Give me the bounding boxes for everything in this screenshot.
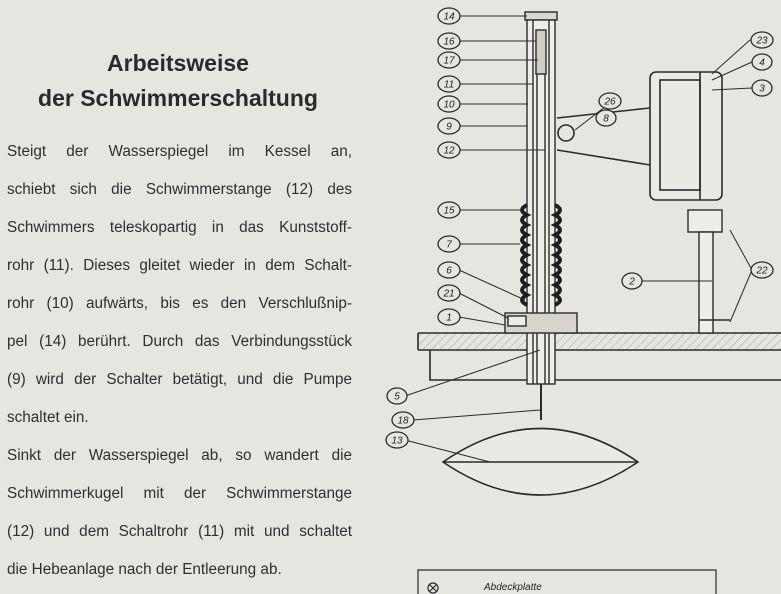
callout-5: 5 <box>394 391 400 403</box>
flange <box>505 313 577 333</box>
callout-15: 15 <box>443 205 455 217</box>
text-line: die Hebeanlage nach der Entleerung ab. <box>7 561 282 578</box>
switch-housing <box>557 72 722 200</box>
heading-line-2: der Schwimmerschaltung <box>38 85 318 111</box>
callout-7: 7 <box>446 239 452 251</box>
callout-10: 10 <box>443 99 455 111</box>
switch-tube <box>525 12 557 420</box>
callout-3: 3 <box>759 83 765 95</box>
text-line: Steigt der Wasserspiegel im Kessel an, <box>7 143 352 160</box>
callouts-left <box>386 8 460 448</box>
description-text <box>7 133 352 589</box>
heading-line-1: Arbeitsweise <box>107 50 249 76</box>
callout-14: 14 <box>443 11 455 23</box>
callout-16: 16 <box>443 36 455 48</box>
callout-8: 8 <box>603 113 609 125</box>
text-line: (12) und dem Schaltrohr (11) mit und schaltet <box>7 523 352 540</box>
callout-22: 22 <box>756 265 768 277</box>
page-heading <box>0 46 356 116</box>
text-line: Schwimmers teleskopartig in das Kunststoff- <box>7 219 352 236</box>
text-line: Sinkt der Wasserspiegel ab, so wandert die <box>7 447 352 464</box>
text-line: rohr (11). Dieses gleitet wieder in dem Schalt- <box>7 257 352 274</box>
callout-12: 12 <box>443 145 455 157</box>
text-line: Schwimmerkugel mit der Schwimmerstange <box>7 485 352 502</box>
callout-18: 18 <box>397 415 409 427</box>
text-line: (9) wird der Schalter betätigt, und die Pumpe <box>7 371 352 388</box>
inset-caption: Abdeckplatte <box>484 582 542 593</box>
callout-1: 1 <box>446 312 452 324</box>
callout-17: 17 <box>443 55 455 67</box>
float-switch-diagram <box>380 0 781 594</box>
callout-23: 23 <box>756 35 768 47</box>
inset-box <box>418 570 716 594</box>
callout-11: 11 <box>443 79 455 91</box>
callout-4: 4 <box>759 57 765 69</box>
text-line: schiebt sich die Schwimmerstange (12) des <box>7 181 352 198</box>
text-line: rohr (10) aufwärts, bis es den Verschlußnip- <box>7 295 352 312</box>
support-rod <box>688 210 730 333</box>
text-line: schaltet ein. <box>7 409 89 426</box>
callout-6: 6 <box>446 265 452 277</box>
text-line: pel (14) berührt. Durch das Verbindungsstück <box>7 333 352 350</box>
callout-2: 2 <box>629 276 635 288</box>
callout-21: 21 <box>443 288 455 300</box>
callout-13: 13 <box>391 435 403 447</box>
float-ball <box>443 429 638 496</box>
callout-9: 9 <box>446 121 452 133</box>
callout-26: 26 <box>604 96 616 108</box>
